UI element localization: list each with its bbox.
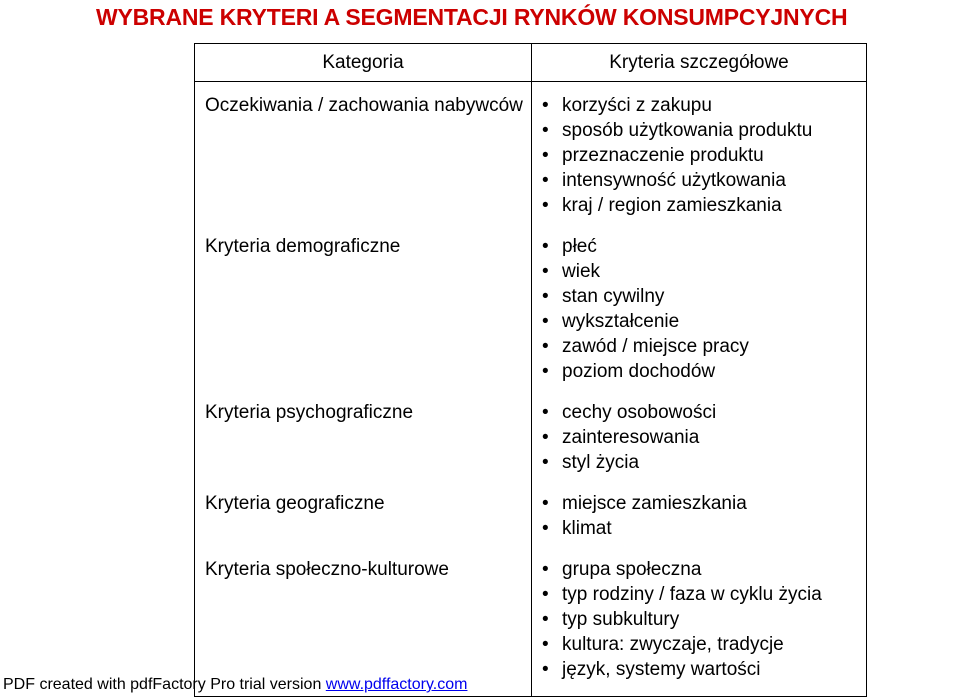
criteria-table [194,43,867,697]
header-details: Kryteria szczegółowe [532,44,867,82]
list-item: • styl życia [540,450,858,475]
list-item: • język, systemy wartości [540,657,858,682]
list-item: • poziom dochodów [540,359,858,384]
details-list [540,491,858,541]
list-item: • płeć [540,234,858,259]
details-list [540,93,858,218]
list-item: • klimat [540,516,858,541]
list-item: • kultura: zwyczaje, tradycje [540,632,858,657]
details-cell [532,392,867,483]
list-item: • intensywność użytkowania [540,168,858,193]
list-item: • miejsce zamieszkania [540,491,858,516]
list-item: • typ subkultury [540,607,858,632]
header-category: Kategoria [195,44,532,82]
details-cell [532,483,867,549]
table-row [195,549,867,697]
list-item: • wykształcenie [540,309,858,334]
list-item: • wiek [540,259,858,284]
table-row [195,82,867,227]
details-list [540,234,858,384]
list-item: • kraj / region zamieszkania [540,193,858,218]
table-row [195,226,867,392]
page-title: WYBRANE KRYTERI A SEGMENTACJI RYNKÓW KONSUMPCYJNYCH [96,4,848,30]
list-item: • sposób użytkowania produktu [540,118,858,143]
list-item: • grupa społeczna [540,557,858,582]
details-list [540,400,858,475]
list-item: • cechy osobowości [540,400,858,425]
footer-text: PDF created with pdfFactory Pro trial version [3,676,326,693]
category-cell: Oczekiwania / zachowania nabywców [195,82,532,227]
details-cell [532,82,867,227]
category-cell: Kryteria demograficzne [195,226,532,392]
table-header-row [195,44,867,82]
category-cell: Kryteria psychograficzne [195,392,532,483]
list-item: • korzyści z zakupu [540,93,858,118]
details-cell [532,226,867,392]
list-item: • zainteresowania [540,425,858,450]
list-item: • zawód / miejsce pracy [540,334,858,359]
category-cell: Kryteria geograficzne [195,483,532,549]
footer-link[interactable]: www.pdffactory.com [325,676,468,693]
list-item: • przeznaczenie produktu [540,143,858,168]
table-row [195,392,867,483]
list-item: • typ rodziny / faza w cyklu życia [540,582,858,607]
details-list [540,557,858,682]
details-cell [532,549,867,697]
table-row [195,483,867,549]
category-cell: Kryteria społeczno-kulturowe [195,549,532,697]
footer-watermark [3,676,467,694]
list-item: • stan cywilny [540,284,858,309]
